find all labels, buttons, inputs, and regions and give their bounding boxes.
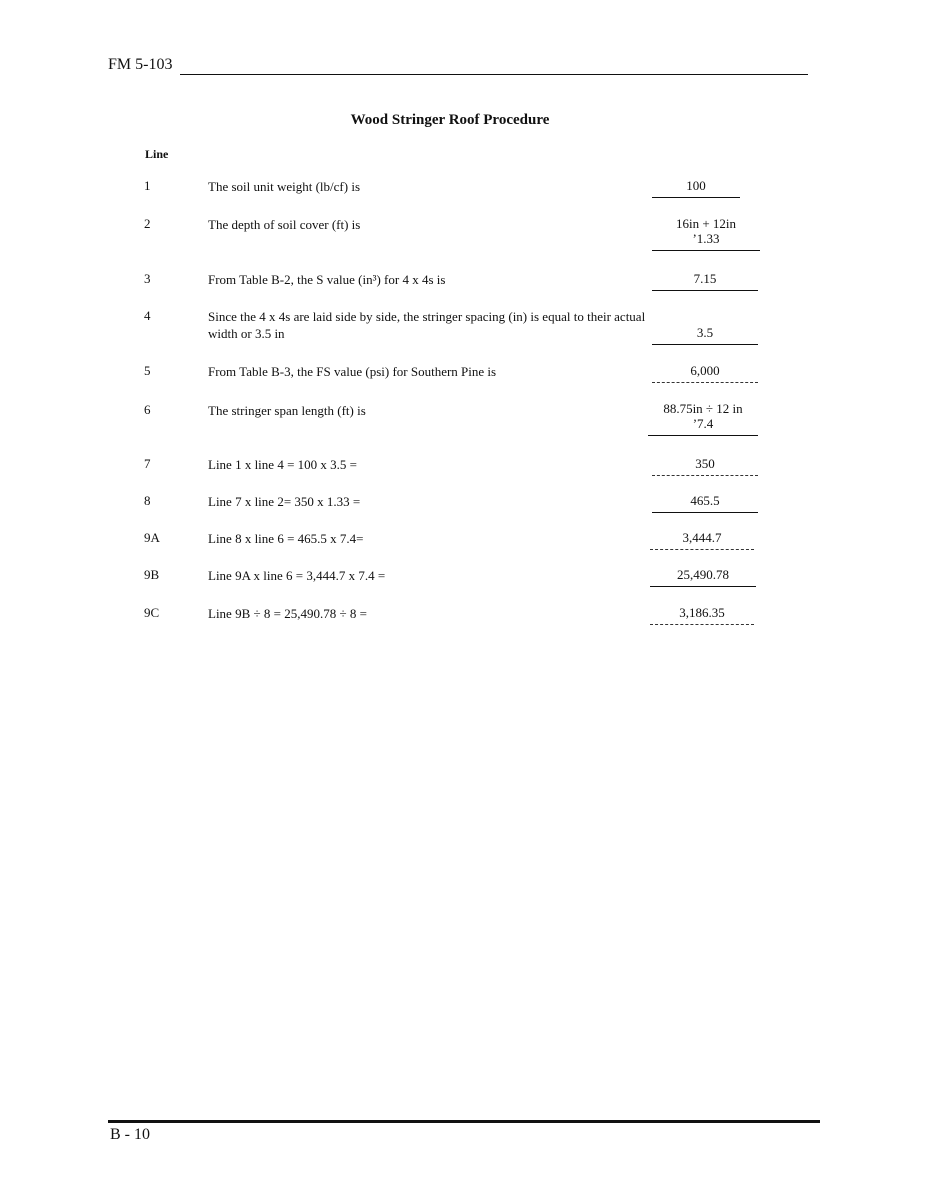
answer-rule — [652, 512, 758, 513]
answer-rule — [650, 624, 754, 625]
line-number: 9C — [144, 605, 160, 620]
line-number: 5 — [144, 363, 151, 378]
line-answer — [648, 401, 758, 436]
answer-text: 88.75in ÷ 12 in — [663, 401, 743, 416]
line-number: 4 — [144, 308, 151, 323]
answer-text: 16in + 12in — [675, 216, 737, 231]
answer-rule — [652, 475, 758, 476]
line-description: The stringer span length (ft) is — [208, 403, 366, 418]
line-number: 6 — [144, 402, 151, 417]
line-number: 2 — [144, 216, 151, 231]
line-answer — [652, 456, 758, 476]
line-description: Line 9A x line 6 = 3,444.7 x 7.4 = — [208, 568, 386, 583]
line-number: 9A — [144, 530, 160, 545]
line-answer — [652, 325, 758, 345]
answer-rule — [652, 344, 758, 345]
answer-text: 3,444.7 — [682, 530, 722, 545]
answer-text: 3,186.35 — [679, 605, 725, 620]
line-answer — [652, 493, 758, 513]
line-answer — [650, 567, 756, 587]
line-number: 8 — [144, 493, 151, 508]
answer-rule — [652, 197, 740, 198]
footer-page-number: B - 10 — [110, 1126, 150, 1143]
answer-text: 25,490.78 — [677, 567, 729, 582]
line-description: From Table B-2, the S value (in³) for 4 x 4s is — [208, 272, 446, 287]
answer-text: ’7.4 — [692, 416, 714, 431]
answer-text: 3.5 — [696, 325, 714, 340]
line-description: Line 1 x line 4 = 100 x 3.5 = — [208, 457, 357, 472]
line-description: The depth of soil cover (ft) is — [208, 217, 361, 232]
line-description: Line 8 x line 6 = 465.5 x 7.4= — [208, 531, 364, 546]
line-number: 1 — [144, 178, 151, 193]
header-doc-code: FM 5-103 — [108, 56, 173, 73]
answer-rule — [652, 382, 758, 383]
line-description: Line 7 x line 2= 350 x 1.33 = — [208, 494, 361, 509]
line-answer — [650, 605, 754, 625]
answer-text: 7.15 — [693, 271, 717, 286]
line-description: Line 9B ÷ 8 = 25,490.78 ÷ 8 = — [208, 606, 367, 621]
line-answer — [652, 363, 758, 383]
footer-rule — [108, 1120, 820, 1123]
line-answer — [652, 216, 760, 251]
answer-rule — [650, 549, 754, 550]
line-number: 7 — [144, 456, 151, 471]
line-description: From Table B-3, the FS value (psi) for Southern Pine is — [208, 364, 497, 379]
answer-rule — [650, 586, 756, 587]
line-number: 9B — [144, 567, 160, 582]
answer-text: 100 — [686, 178, 706, 193]
line-answer — [650, 530, 754, 550]
answer-rule — [652, 290, 758, 291]
line-answer — [652, 271, 758, 291]
header-rule — [180, 74, 808, 75]
answer-text: ’1.33 — [692, 231, 720, 246]
answer-text: 350 — [695, 456, 715, 471]
line-number: 3 — [144, 271, 151, 286]
line-description: Since the 4 x 4s are laid side by side, the stringer spacing (in) is equal to their actual width or 3.5 in — [208, 309, 646, 341]
answer-rule — [652, 250, 760, 251]
line-description: The soil unit weight (lb/cf) is — [208, 179, 361, 194]
answer-rule — [648, 435, 758, 436]
column-heading-line: Line — [145, 147, 169, 161]
answer-text: 6,000 — [690, 363, 720, 378]
line-answer — [652, 178, 740, 198]
answer-text: 465.5 — [690, 493, 720, 508]
document-title: Wood Stringer Roof Procedure — [350, 112, 550, 128]
